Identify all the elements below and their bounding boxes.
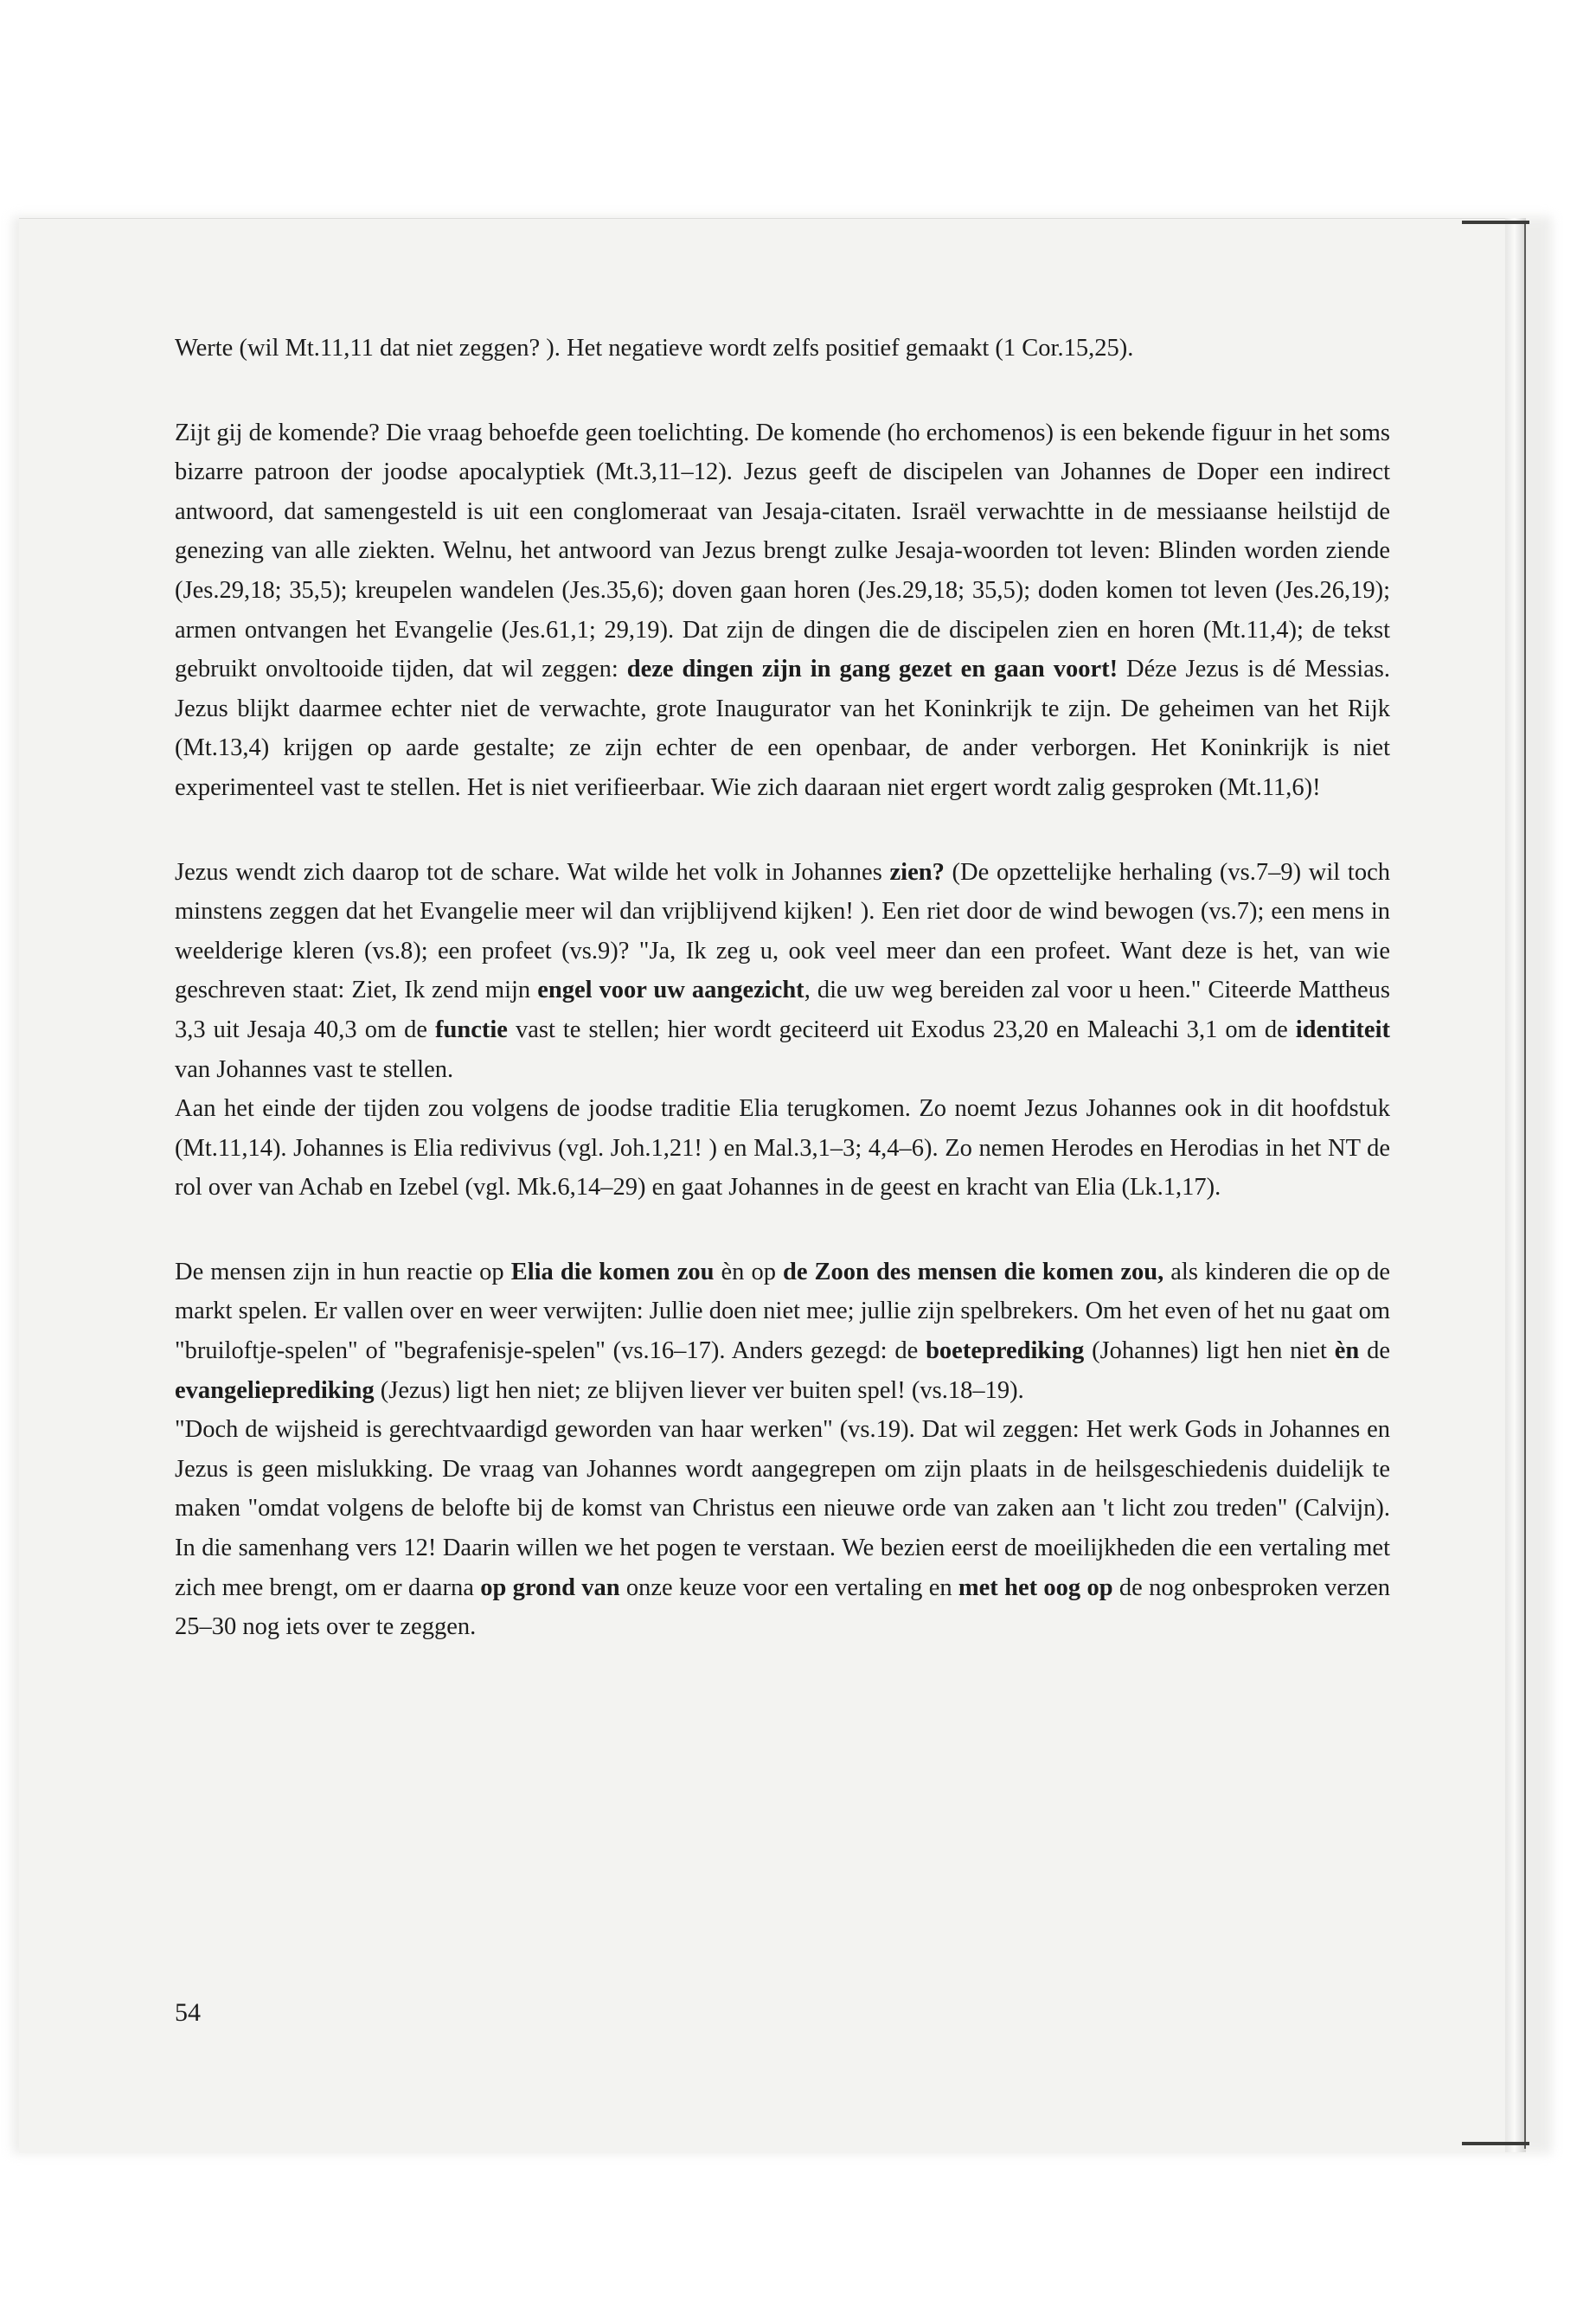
bold-text: engel voor uw aangezicht — [537, 977, 804, 1004]
text-run: "Doch de wijsheid is gerechtvaardigd geworden van haar werken" (vs.19). Dat wil zeggen: Het werk Gods in Johannes en Jezus is geen mislukking. De vraag van Johannes wordt aangegrepen om zijn plaats in de heilsgeschiedenis duidelijk te maken "omdat volgens de belofte bij de komst van Christus een nieuwe orde van zaken aan 't licht zou treden" (Calvijn). In die samenhang vers 12! Daarin willen we het pogen te verstaan. We bezien eerst de moeilijkheden die een vertaling met zich mee brengt, om er daarna — [175, 1416, 1390, 1601]
body-text — [175, 329, 1390, 1647]
page-number: 54 — [175, 1998, 201, 2027]
page-edge-line — [1524, 223, 1526, 2149]
bold-text: zien? — [889, 858, 945, 886]
bold-text: identiteit — [1295, 1016, 1390, 1043]
page-edge-top-mark — [1462, 221, 1529, 224]
bold-text: Elia die komen zou — [510, 1258, 715, 1285]
bold-text: functie — [435, 1016, 508, 1043]
bold-text: met het oog op — [958, 1574, 1113, 1601]
text-run: èn op — [714, 1258, 783, 1285]
bold-text: èn — [1334, 1337, 1360, 1365]
text-run: (De opzettelijke herhaling (vs.7–9) wil toch minstens zeggen dat het Evangelie meer wil dan vrijblijvend kijken! ). Een riet door de wind bewogen (vs.7); een mens in weelderige kleren (vs.8); een profeet (vs.9)? "Ja, Ik zeg u, ook veel meer dan een profeet. Want deze is het, van wie geschreven staat: Ziet, Ik zend mijn — [175, 858, 1390, 1004]
bold-text: boeteprediking — [926, 1337, 1085, 1365]
bold-text: evangelieprediking — [175, 1376, 375, 1404]
text-run: de — [1359, 1337, 1390, 1365]
page-edge-bottom-mark — [1462, 2142, 1529, 2145]
paragraph — [175, 413, 1390, 808]
bold-text: op grond van — [480, 1574, 620, 1601]
bold-text: de Zoon des mensen die komen zou, — [783, 1258, 1164, 1285]
text-run: de nog onbesproken verzen 25–30 nog iets over te zeggen. — [175, 1574, 1390, 1641]
text-run: als kinderen die op de markt spelen. Er vallen over en weer verwijten: Jullie doen niet mee; jullie zijn spelbrekers. Om het even of het nu gaat om "bruiloftje-spelen" of "begrafenisje-spelen" (vs.16–17). Anders gezegd: de — [175, 1258, 1391, 1365]
paragraph — [175, 853, 1390, 1090]
text-run: Werte (wil Mt.11,11 dat niet zeggen? ). Het negatieve wordt zelfs positief gemaakt (1 Cor.15,25). — [175, 335, 1134, 362]
text-run: van Johannes vast te stellen. — [175, 1055, 454, 1083]
text-run: Zijt gij de komende? Die vraag behoefde geen toelichting. De komende (ho erchomenos) is een bekende figuur in het soms bizarre patroon der joodse apocalyptiek (Mt.3,11–12). Jezus geeft de discipelen van Johannes de Doper een indirect antwoord, dat samengesteld is uit een conglomeraat van Jesaja-citaten. Israël verwachtte in de messiaanse heilstijd de genezing van alle ziekten. Welnu, het antwoord van Jezus brengt zulke Jesaja-woorden tot leven: Blinden worden ziende (Jes.29,18; 35,5); kreupelen wandelen (Jes.35,6); doven gaan horen (Jes.29,18; 35,5); doden komen tot leven (Jes.26,19); armen ontvangen het Evangelie (Jes.61,1; 29,19). Dat zijn de dingen die de discipelen zien en horen (Mt.11,4); de tekst gebruikt onvoltooide tijden, dat wil zeggen: — [175, 419, 1390, 683]
text-run: Déze Jezus is dé Messias. Jezus blijkt daarmee echter niet de verwachte, grote Inaugurator van het Koninkrijk te zijn. De geheimen van het Rijk (Mt.13,4) krijgen op aarde gestalte; ze zijn echter de een openbaar, de ander verborgen. Het Koninkrijk is niet experimenteel vast te stellen. Het is niet verifieerbaar. Wie zich daaraan niet ergert wordt zalig gesproken (Mt.11,6)! — [175, 656, 1391, 801]
text-run: , die uw weg bereiden zal voor u heen." Citeerde Mattheus 3,3 uit Jesaja 40,3 om de — [175, 977, 1391, 1043]
paragraph — [175, 1253, 1390, 1410]
bold-text: deze dingen zijn in gang gezet en gaan voort! — [626, 656, 1118, 683]
paragraph — [175, 1089, 1390, 1208]
paragraph — [175, 329, 1390, 369]
book-spine — [1505, 218, 1526, 2152]
paragraph — [175, 1410, 1390, 1647]
text-run: Aan het einde der tijden zou volgens de joodse traditie Elia terugkomen. Zo noemt Jezus Johannes ook in dit hoofdstuk (Mt.11,14). Johannes is Elia redivivus (vgl. Joh.1,21! ) en Mal.3,1–3; 4,4–6). Zo nemen Herodes en Herodias in het NT de rol over van Achab en Izebel (vgl. Mk.6,14–29) en gaat Johannes in de geest en kracht van Elia (Lk.1,17). — [175, 1095, 1390, 1202]
text-run: onze keuze voor een vertaling en — [619, 1574, 958, 1601]
text-run: (Jezus) ligt hen niet; ze blijven liever ver buiten spel! (vs.18–19). — [374, 1376, 1024, 1404]
text-run: De mensen zijn in hun reactie op — [175, 1258, 511, 1285]
text-run: Jezus wendt zich daarop tot de schare. Wat wilde het volk in Johannes — [175, 858, 890, 886]
text-run: (Johannes) ligt hen niet — [1084, 1337, 1335, 1365]
text-run: vast te stellen; hier wordt geciteerd uit Exodus 23,20 en Maleachi 3,1 om de — [507, 1016, 1296, 1043]
